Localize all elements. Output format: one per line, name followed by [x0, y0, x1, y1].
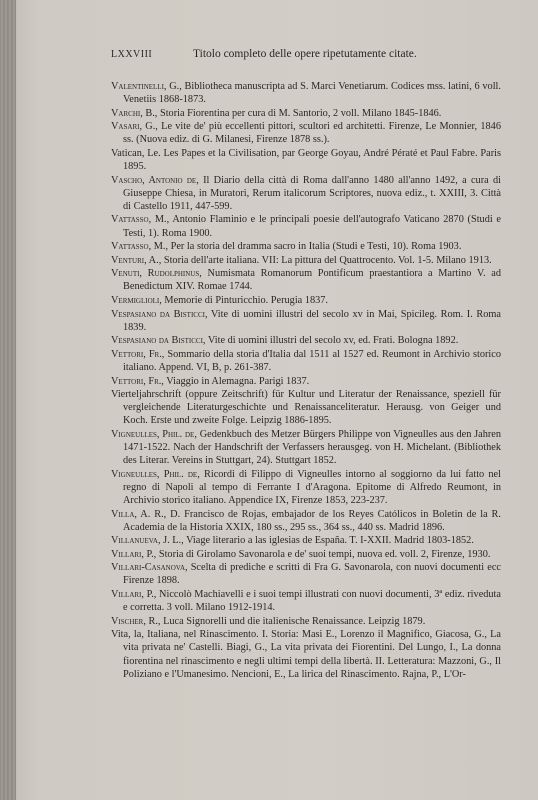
entry-text: Vatican, Le. Les Papes et la Civilisation, par George Goyau, André Pératé et Paul Fabre. Paris 1895. — [111, 147, 501, 173]
bibliography-entry — [111, 334, 501, 347]
bibliography-entry — [111, 615, 501, 628]
entry-author: Vespasiano da Bisticci, — [111, 335, 206, 347]
bibliography-entry — [111, 80, 501, 106]
bibliography-entry — [111, 534, 501, 547]
bibliography-entry — [111, 240, 501, 253]
entry-author: Venturi, A., — [111, 254, 162, 266]
bibliography-entry — [111, 375, 501, 388]
entry-text: Viage literario a las iglesias de España. T. I-XXII. Madrid 1803-1852. — [183, 535, 474, 547]
entry-author: Vermiglioli, — [111, 295, 162, 306]
entry-text: Luca Signorelli und die italienische Renaissance. Leipzig 1879. — [160, 615, 426, 627]
entry-text: Bibliotheca manuscripta ad S. Marci Venetiarum. Codices mss. latini, 6 voll. Venetiis 1868-1873. — [123, 81, 501, 106]
entry-author: Vettori, Fr., — [111, 348, 165, 360]
bibliography-entry — [111, 588, 501, 614]
bibliography-entry — [111, 508, 501, 534]
entry-text: Per la storia del dramma sacro in Italia (Studi e Testi, 10). Roma 1903. — [168, 241, 462, 253]
bibliography-entry — [111, 561, 501, 587]
entry-author: Varchi, B., — [111, 107, 158, 119]
entry-text: Vite di uomini illustri del secolo xv in Mai, Spicileg. Rom. I. Roma 1839. — [123, 308, 501, 333]
entry-text: Storia di Girolamo Savonarola e de' suoi tempi, nuova ed. voll. 2, Firenze, 1930. — [156, 548, 491, 560]
entry-author: Vischer, R., — [111, 615, 161, 627]
entry-text: Viaggio in Alemagna. Parigi 1837. — [163, 375, 310, 387]
entry-text: Storia dell'arte italiana. VII: La pittura del Quattrocento. Vol. 1-5. Milano 1913. — [161, 254, 492, 266]
running-header — [111, 48, 443, 60]
bibliography-list — [111, 80, 501, 681]
entry-text: Vite di uomini illustri del secolo xv, ed. Frati. Bologna 1892. — [205, 335, 459, 347]
entry-author: Villanueva, J. L., — [111, 535, 184, 547]
entry-text: Il Diario della città di Roma dall'anno 1480 all'anno 1492, a cura di Giuseppe Chiesa, in Muratori, Rerum italicorum Scriptores, nuova ediz., t. XXIII, 3. Città di Castello 1911, 447-599. — [123, 174, 501, 212]
entry-author: Vattasso, M., — [111, 241, 169, 253]
entry-text: Niccolò Machiavelli e i suoi tempi illustrati con nuovi documenti, 3ª ediz. riveduta e corretta. 3 voll. Milano 1912-1914. — [123, 589, 501, 614]
bibliography-entry — [111, 147, 501, 173]
entry-text: Numismata Romanorum Pontificum praestantiora a Martino V. ad Benedictum XIV. Romae 1744. — [123, 268, 501, 293]
entry-text: Memorie di Pinturicchio. Perugia 1837. — [161, 295, 328, 306]
running-title: Titolo completo delle opere ripetutamente citate. — [193, 48, 417, 60]
entry-author: Villari, P., — [111, 589, 157, 601]
entry-text: Sommario della storia d'Italia dal 1511 al 1527 ed. Reumont in Archivio storico italiano. Append. VI, B, p. 261-387. — [123, 348, 501, 373]
entry-author: Vascho, Antonio de, — [111, 174, 199, 186]
entry-author: Venuti, Rudolphinus, — [111, 268, 202, 280]
entry-text: Ricordi di Filippo di Vigneulles intorno al soggiorno da lui fatto nel regno di Napoli al tempo di Ferrante I d'Aragona. Epitome di Alfredo Reumont, in Archivio storico italiano. Appendice IX, Firenze 1853, 223-237. — [123, 468, 501, 506]
entry-text: Scelta di prediche e scritti di Fra G. Savonarola, con nuovi documenti ecc Firenze 1898. — [123, 562, 501, 587]
entry-author: Vigneulles, Phil. de, — [111, 468, 200, 480]
bibliography-entry — [111, 548, 501, 561]
page-number: LXXVIII — [111, 49, 153, 60]
entry-author: Vigneulles, Phil. de, — [111, 428, 197, 440]
entry-author: Vettori, Fr., — [111, 375, 164, 387]
bibliography-entry — [111, 174, 501, 213]
entry-text: Vierteljahrschrift (oppure Zeitschrift) für Kultur und Literatur der Renaissance, speziell für vergleichende Literaturgeschichte und Renaissanceliteratur. Herausg. von Geiger und Koch. Erste und zweite Folge. Leipzig 1886-1895. — [111, 389, 501, 427]
bibliography-entry — [111, 267, 501, 293]
entry-text: D. Francisco de Rojas, embajador de los Reyes Católicos in Boletin de la R. Academia de la Historia XXIX, 180 ss., 295 ss., 364 ss., 440 ss. Madrid 1896. — [123, 508, 502, 533]
bibliography-entry — [111, 468, 501, 507]
entry-author: Villari, P., — [111, 548, 157, 560]
bibliography-entry — [111, 254, 501, 267]
bibliography-entry — [111, 213, 501, 239]
entry-text: Vita, la, Italiana, nel Rinascimento. I. Storia: Masi E., Lorenzo il Magnifico, Giacosa, G., La vita privata ne' Castelli. Biagi, G., La vita privata dei Fiorentini. Del Lungo, I., La donna fiorentina nel rinascimento e negli ultimi tempi della libertà. II. Letteratura: Mazzoni, G., Il Poliziano e l'Umanesimo. Nencioni, E., La lirica del Rinascimento. Rajna, P., L'Or- — [111, 629, 501, 680]
entry-text: Antonio Flaminio e le principali poesie dell'autografo Vaticano 2870 (Studi e Testi, 1). Roma 1900. — [123, 214, 501, 239]
bibliography-entry — [111, 348, 501, 374]
book-spine-edge — [0, 0, 16, 800]
bibliography-entry — [111, 428, 501, 467]
bibliography-entry — [111, 388, 501, 427]
entry-author: Valentinelli, G., — [111, 81, 182, 92]
bibliography-entry — [111, 120, 501, 146]
entry-author: Vespasiano da Bisticci, — [111, 308, 208, 320]
entry-author: Vasari, G., — [111, 121, 158, 133]
bibliography-entry — [111, 294, 501, 307]
bibliography-entry — [111, 628, 501, 680]
bibliography-entry — [111, 308, 501, 334]
entry-text: Gedenkbuch des Metzer Bürgers Philippe von Vigneulles aus den Jahren 1471-1522. Nach der Handschrift der Verfassers herausgeg. von H. Michelant. (Bibliothek des Literar. Vereins in Stuttgart, 24). Stuttgart 1852. — [123, 428, 501, 467]
entry-author: Vattasso, M., — [111, 214, 170, 226]
entry-author: Villa, A. R., — [111, 508, 167, 520]
entry-text: Le vite de' più eccellenti pittori, scultori ed architetti. Firenze, Le Monnier, 1846 ss. (Nuova ediz. di G. Milanesi, Firenze 1878 ss.). — [123, 121, 501, 146]
bibliography-entry — [111, 107, 501, 120]
entry-author: Villari-Casanova, — [111, 562, 188, 574]
entry-text: Storia Fiorentina per cura di M. Santorio, 2 voll. Milano 1845-1846. — [157, 107, 442, 119]
